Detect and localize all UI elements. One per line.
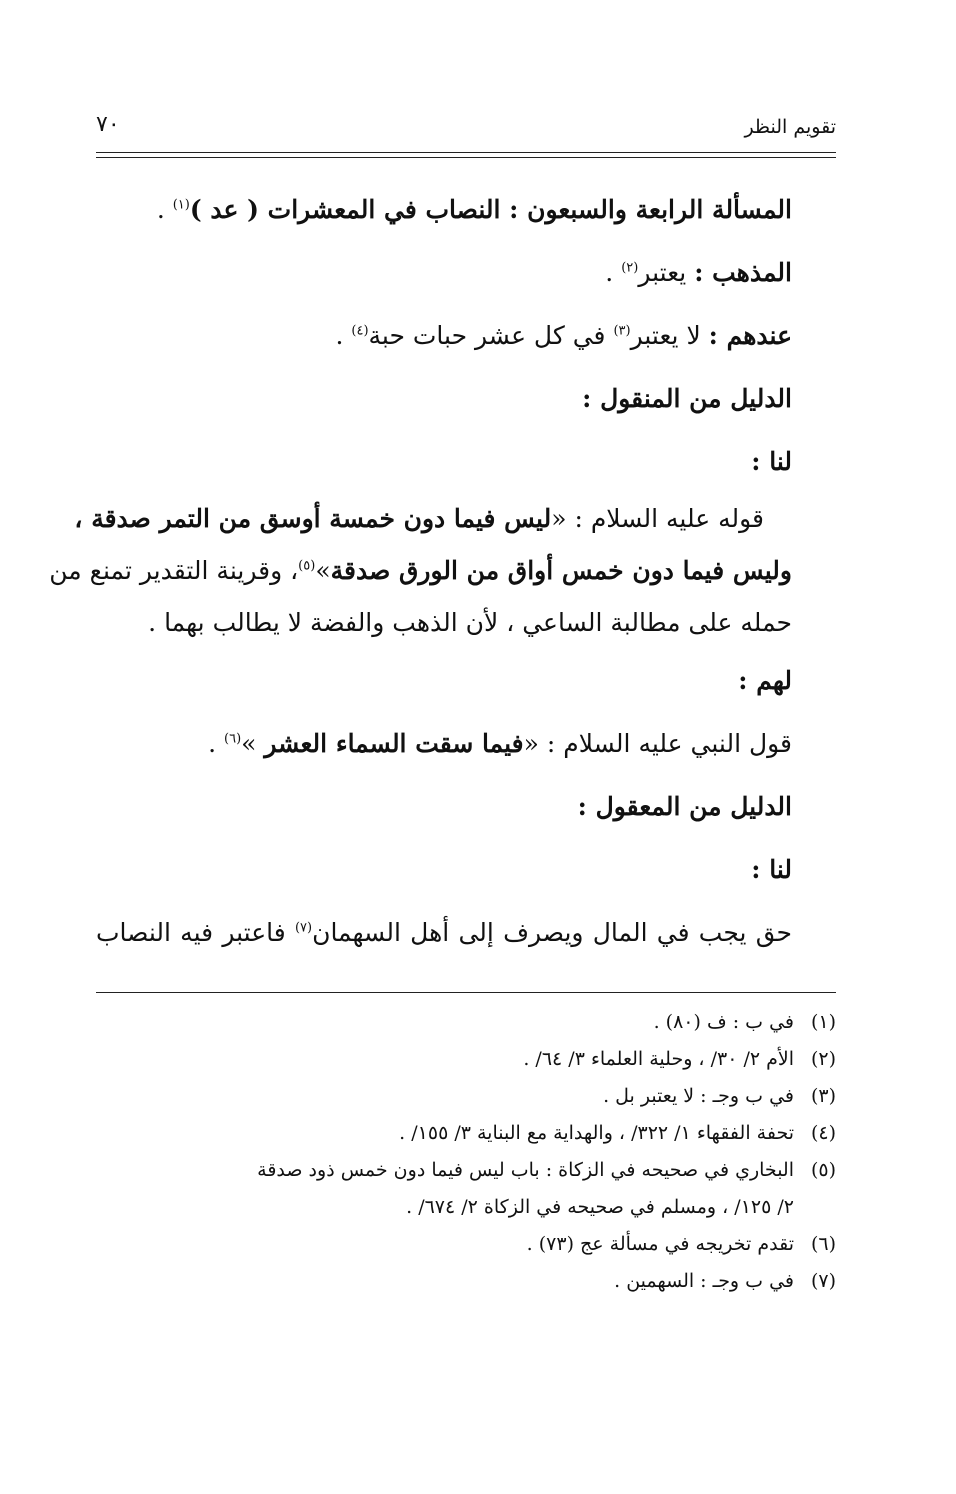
header-rule-thin (96, 157, 836, 158)
p1-intro: قوله عليه السلام : « (551, 504, 764, 533)
indahum-end: . (335, 321, 352, 350)
hadith-1-cont: وليس فيما دون خمس أواق من الورق صدقة (330, 556, 792, 585)
p3-text-end: فاعتبر فيه النصاب (96, 918, 295, 947)
paragraph-1-line-1 (74, 493, 792, 545)
madhhab-end: . (605, 258, 622, 287)
footnote-item (96, 1152, 836, 1189)
footnote-ref-7: (٧) (294, 920, 313, 936)
footnote-ref-5: (٥) (298, 558, 316, 574)
footnote-separator (96, 992, 836, 993)
footnotes (96, 1004, 836, 1300)
header-rule (96, 152, 836, 153)
footnote-text: تحفة الفقهاء ١/ ٣٢٢/ ، والهداية مع البناية ٣/ ١٥٥/ . (399, 1122, 794, 1144)
footnote-ref-3: (٣) (613, 323, 631, 339)
p2-end: . (208, 729, 224, 758)
madhhab-line (96, 241, 792, 304)
footnote-number: (٥) (810, 1159, 836, 1181)
footnote-item (96, 1041, 836, 1078)
footnote-item (96, 1115, 836, 1152)
quote-close: » (315, 556, 331, 585)
paragraph-1-line-3: حمله على مطالبة الساعي ، لأن الذهب والفضة لا يطالب بهما . (148, 608, 792, 637)
page-header (96, 108, 836, 148)
indahum-label: عندهم : (708, 321, 792, 350)
issue-title-line: المسألة الرابعة والسبعون : النصاب في المعشرات ( عد )$^{(١)}$ . (156, 195, 792, 224)
footnote-number: (٦) (810, 1233, 836, 1255)
madhhab-label: المذهب : (694, 258, 792, 287)
running-title: تقويم النظر (744, 116, 836, 138)
footnote-text: البخاري في صحيحه في الزكاة : باب ليس فيما دون خمس ذود صدقة (257, 1159, 794, 1181)
lahum-heading: لهم : (738, 666, 792, 695)
paragraph-3 (96, 901, 792, 964)
footnote-item (96, 1226, 836, 1263)
page-number: ٧٠ (96, 112, 120, 137)
footnote-item (96, 1004, 836, 1041)
footnote-ref-1: (١) (172, 197, 190, 213)
footnote-number: (٢) (810, 1048, 836, 1070)
footnote-number: (٣) (810, 1085, 836, 1107)
footnote-ref-6: (٦) (224, 731, 242, 747)
footnote-number: (٧) (810, 1270, 836, 1292)
p2-close: » (241, 729, 265, 758)
footnote-text: ٢/ ١٢٥/ ، ومسلم في صحيحه في الزكاة ٢/ ٦٧٤/ . (406, 1196, 794, 1218)
p1-cont: ، وقرينة التقدير تمنع من (49, 556, 299, 585)
footnote-ref-2: (٢) (621, 260, 639, 276)
indahum-text1: لا يعتبر (630, 321, 701, 350)
indahum-line (96, 304, 792, 367)
maqul-heading: الدليل من المعقول : (577, 792, 792, 821)
footnote-text: في ب وجـ : لا يعتبر بل . (603, 1085, 794, 1107)
footnote-number: (١) (810, 1011, 836, 1033)
paragraph-1-line-2 (49, 545, 792, 597)
footnote-text: الأم ٢/ ٣٠/ ، وحلية العلماء ٣/ ٦٤/ . (523, 1048, 794, 1070)
footnote-text: في ب وجـ : السهمين . (614, 1270, 794, 1292)
lana-heading-1: لنا : (751, 447, 792, 476)
lana-heading-2: لنا : (751, 855, 792, 884)
footnote-text: في ب : ف (٨٠) . (653, 1011, 794, 1033)
footnote-ref-4: (٤) (351, 323, 369, 339)
issue-title: المسألة الرابعة والسبعون : النصاب في المعشرات ( عد ) (189, 195, 792, 224)
footnote-item-continuation (96, 1189, 836, 1226)
madhhab-text: يعتبر (638, 258, 687, 287)
hadith-2: فيما سقت السماء العشر (264, 729, 524, 758)
footnote-number: (٤) (810, 1122, 836, 1144)
footnote-text: تقدم تخريجه في مسألة عج (٧٣) . (526, 1233, 794, 1255)
p3-text: حق يجب في المال ويصرف إلى أهل السهمان (312, 918, 792, 947)
footnote-item (96, 1263, 836, 1300)
main-text (49, 178, 792, 964)
hadith-1: ليس فيما دون خمسة أوسق من التمر صدقة ، (74, 504, 552, 533)
paragraph-2 (96, 712, 792, 775)
footnote-item (96, 1078, 836, 1115)
p2-intro: قول النبي عليه السلام : « (523, 729, 792, 758)
manqul-heading: الدليل من المنقول : (582, 384, 792, 413)
indahum-text2: في كل عشر حبات حبة (368, 321, 614, 350)
